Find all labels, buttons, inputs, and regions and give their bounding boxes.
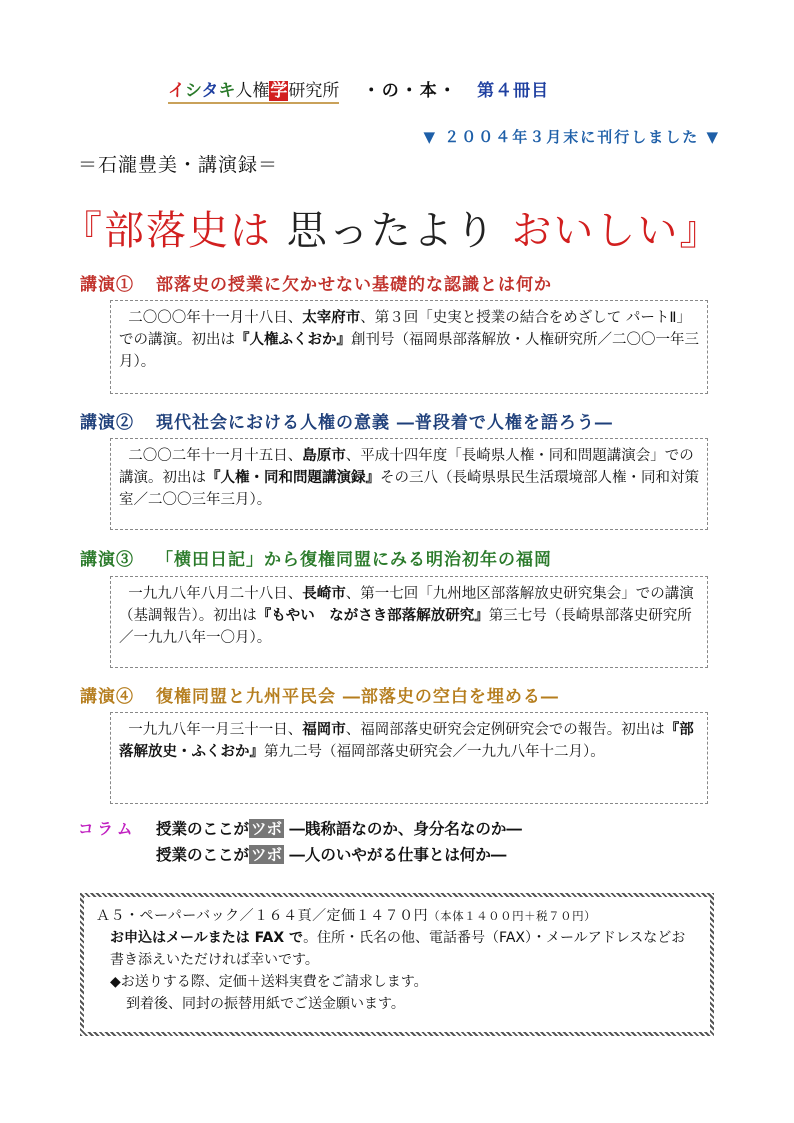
column-item-post: ―人のいやがる仕事とは何か― <box>284 845 507 864</box>
lecture-heading <box>80 408 613 433</box>
desc-text: 、平成十四年度「長崎県人権・同和問題講演会」での講演。初出は <box>119 448 694 486</box>
publication-notice: ▼ ２００４年３月末に刊行しました ▼ <box>423 128 720 146</box>
desc-text: 一九九八年八月二十八日、 <box>128 586 303 602</box>
tsubo-badge: ツボ <box>251 819 283 838</box>
book-title <box>62 199 721 256</box>
desc-text: 第九二号（福岡部落史研究会／一九九八年十二月）。 <box>264 744 605 760</box>
header-separator: ・の・本・ <box>362 81 458 101</box>
lecture-title: 復権同盟と九州平民会 ―部落史の空白を埋める― <box>156 687 559 707</box>
price-breakdown: （本体１４００円＋税７０円） <box>428 909 597 923</box>
title-middle: 思ったより <box>286 208 497 254</box>
column-item-post: ―賎称語なのか、身分名なのか― <box>284 819 522 838</box>
brand-part: キ <box>218 81 236 101</box>
brand-part: 研究所 <box>288 81 340 101</box>
order-details: 。住所・氏名の他、電話番号（FAX）・メールアドレスなどお書き添えいただければ幸いです。 <box>110 930 686 968</box>
lecture-heading <box>80 682 559 707</box>
price-main: Ａ５・ペーパーバック／１６４頁／定価１４７０円 <box>96 908 429 924</box>
page-header <box>168 76 549 100</box>
desc-publication: 『部落解放史・ふくおか』 <box>119 722 694 760</box>
tsubo-badge: ツボ <box>251 845 283 864</box>
lecture-title: 「横田日記」から復権同盟にみる明治初年の福岡 <box>156 550 552 570</box>
desc-text: その三八（長崎県県民生活環境部人権・同和対策室／二〇〇三年三月）。 <box>119 470 699 508</box>
lecture-title: 部落史の授業に欠かせない基礎的な認識とは何か <box>156 275 552 295</box>
desc-text: 、第３回「史実と授業の結合をめざして パートⅡ」での講演。初出は <box>119 310 691 348</box>
desc-publication: 『人権ふくおか』 <box>235 332 351 348</box>
desc-text: 二〇〇〇年十一月十八日、 <box>128 310 303 326</box>
lecture-heading <box>80 545 552 570</box>
desc-place: 島原市 <box>302 448 346 464</box>
order-method: お申込はメールまたは FAX で <box>110 930 304 946</box>
desc-publication: 『もやい ながさき部落解放研究』 <box>256 608 489 624</box>
column-item-pre: 授業のここが <box>156 845 250 864</box>
brand-part: 学 <box>270 81 288 101</box>
desc-text: 、第一七回「九州地区部落解放史研究集会」での講演（基調報告）。初出は <box>119 586 694 624</box>
lecture-title: 現代社会における人権の意義 ―普段着で人権を語ろう― <box>156 413 613 433</box>
lecture-label: 講演④ <box>80 687 134 707</box>
brand-part: イ <box>168 81 185 101</box>
desc-text: 、福岡部落史研究会定例研究会での報告。初出は <box>345 722 665 738</box>
brand-part: 人権 <box>235 81 270 101</box>
lecture-label: 講演① <box>80 275 134 295</box>
brand-part: シ <box>185 81 202 101</box>
lecture-heading <box>80 270 552 295</box>
brand-part: タ <box>201 81 219 101</box>
price-line <box>96 905 698 927</box>
column-row <box>78 817 522 843</box>
brand-logo <box>168 76 339 104</box>
desc-place: 福岡市 <box>302 722 346 738</box>
shipping-note: ◆お送りする際、定価＋送料実費をご請求します。 <box>110 974 428 990</box>
desc-text: 二〇〇二年十一月十五日、 <box>128 448 303 464</box>
lecture-description <box>110 438 708 530</box>
desc-text: 創刊号（福岡県部落解放・人権研究所／二〇〇一年三月）。 <box>119 332 699 370</box>
column-item-pre: 授業のここが <box>156 819 250 838</box>
desc-text: 第三七号（長崎県部落史研究所／一九九八年一〇月）。 <box>119 608 692 646</box>
payment-note: 到着後、同封の振替用紙でご送金願います。 <box>126 996 405 1012</box>
order-instructions <box>96 927 698 971</box>
column-label: コラム <box>78 819 137 838</box>
lecture-label: 講演③ <box>80 550 134 570</box>
column-row <box>78 843 522 869</box>
subtitle: ＝石瀧豊美・講演録＝ <box>78 154 279 176</box>
lecture-description <box>110 300 708 394</box>
lecture-description <box>110 712 708 804</box>
desc-place: 長崎市 <box>302 586 346 602</box>
order-info-box <box>80 893 714 1036</box>
column-section <box>78 817 522 869</box>
desc-place: 太宰府市 <box>302 310 361 326</box>
title-close: おいしい』 <box>511 208 722 254</box>
desc-publication: 『人権・同和問題講演録』 <box>206 470 380 486</box>
volume-label: 第４冊目 <box>477 81 550 101</box>
lecture-description <box>110 576 708 668</box>
title-open: 『部落史は <box>62 208 272 254</box>
desc-text: 一九九八年一月三十一日、 <box>128 722 303 738</box>
lecture-label: 講演② <box>80 413 134 433</box>
